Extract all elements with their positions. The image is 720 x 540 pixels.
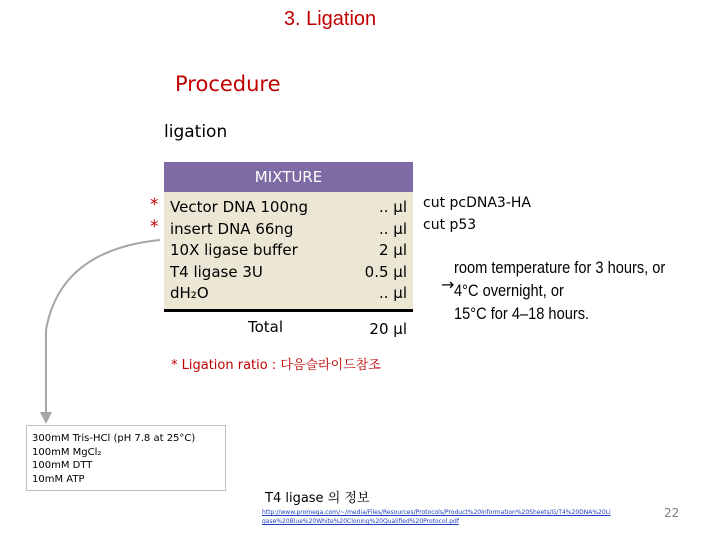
ratio-note: * Ligation ratio : 다음슬라이드참조 xyxy=(171,358,381,373)
buffer-composition-box xyxy=(26,425,226,491)
mixture-row-amount: .. µl xyxy=(378,220,407,238)
slide-title: 3. Ligation xyxy=(283,8,377,30)
t4-ligase-info-title: T4 ligase 의 정보 xyxy=(265,491,370,506)
vector-note: cut pcDNA3-HA xyxy=(423,195,531,211)
insert-note: cut p53 xyxy=(423,217,477,233)
mixture-row-amount: .. µl xyxy=(378,198,407,216)
buffer-line: 10mM ATP xyxy=(32,473,85,485)
buffer-line: 300mM Tris-HCl (pH 7.8 at 25°C) xyxy=(32,433,196,444)
mixture-row-label: insert DNA 66ng xyxy=(170,220,294,238)
protocol-link[interactable]: http://www.promega.com/~/media/Files/Resources/Protocols/Product%20Information%20Sheets/G/T4%20DNA%20Ligase%20Blue%20White%20Cloning%20Qualified%20Protocol.pdf xyxy=(262,509,611,525)
star-marker-insert: * xyxy=(150,217,159,237)
buffer-line: 100mM DTT xyxy=(32,460,93,471)
right-arrow-icon: → xyxy=(441,275,455,294)
mixture-row-label: T4 ligase 3U xyxy=(170,263,263,281)
mixture-row-amount: 2 µl xyxy=(378,241,407,259)
total-amount: 20 µl xyxy=(369,320,407,338)
mixture-row-label: dH₂O xyxy=(170,284,209,302)
mixture-row-amount: 0.5 µl xyxy=(364,263,407,281)
condition-line: room temperature for 3 hours, or xyxy=(454,258,666,277)
buffer-line: 100mM MgCl₂ xyxy=(32,446,102,458)
page-number: 22 xyxy=(664,506,680,520)
star-marker-vector: * xyxy=(150,195,159,215)
condition-line: 4°C overnight, or xyxy=(454,281,564,300)
condition-line: 15°C for 4–18 hours. xyxy=(454,304,590,323)
mixture-row-label: 10X ligase buffer xyxy=(170,241,298,259)
subsection-heading: ligation xyxy=(164,122,228,142)
mixture-row-amount: .. µl xyxy=(378,284,407,302)
section-heading: Procedure xyxy=(175,72,281,96)
total-label: Total xyxy=(248,318,284,336)
mixture-row-label: Vector DNA 100ng xyxy=(170,198,309,216)
mixture-table-header: MIXTURE xyxy=(164,162,413,192)
